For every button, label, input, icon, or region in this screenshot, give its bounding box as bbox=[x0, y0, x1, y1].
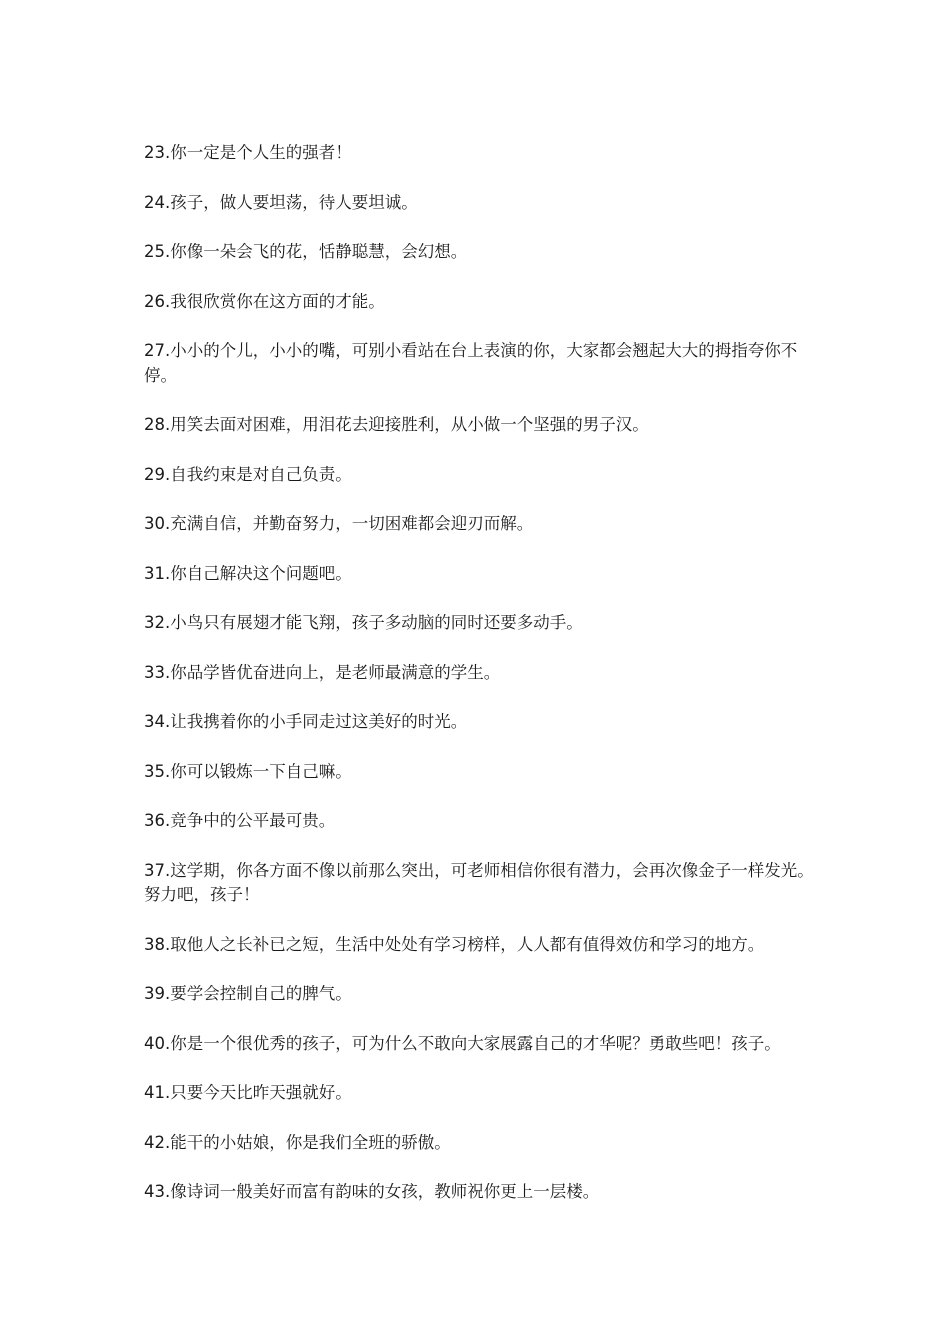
list-item: 39.要学会控制自己的脾气。 bbox=[144, 984, 352, 1003]
list-item: 41.只要今天比昨天强就好。 bbox=[144, 1083, 352, 1102]
list-item: 26.我很欣赏你在这方面的才能。 bbox=[144, 291, 385, 311]
list-item: 28.用笑去面对困难，用泪花去迎接胜利，从小做一个坚强的男子汉。 bbox=[144, 415, 649, 434]
list-item: 29.自我约束是对自己负责。 bbox=[144, 464, 352, 484]
list-item: 42.能干的小姑娘，你是我们全班的骄傲。 bbox=[144, 1132, 451, 1152]
list-item: 38.取他人之长补已之短，生活中处处有学习榜样，人人都有值得效仿和学习的地方。 bbox=[144, 934, 765, 954]
list-item: 23.你一定是个人生的强者！ bbox=[144, 143, 352, 162]
document-body bbox=[144, 141, 816, 1230]
list-item: 37.这学期，你各方面不像以前那么突出，可老师相信你很有潜力，会再次像金子一样发光。努力吧，孩子！ bbox=[144, 860, 814, 904]
list-item: 25.你像一朵会飞的花，恬静聪慧，会幻想。 bbox=[144, 242, 468, 261]
list-item: 27.小小的个儿，小小的嘴，可别小看站在台上表演的你，大家都会翘起大大的拇指夸你不停。 bbox=[144, 341, 798, 385]
list-item: 24.孩子，做人要坦荡，待人要坦诚。 bbox=[144, 192, 418, 212]
list-item: 43.像诗词一般美好而富有韵味的女孩，教师祝你更上一层楼。 bbox=[144, 1182, 600, 1201]
list-item: 30.充满自信，并勤奋努力，一切困难都会迎刃而解。 bbox=[144, 514, 534, 533]
list-item: 31.你自己解决这个问题吧。 bbox=[144, 563, 352, 583]
list-item: 33.你品学皆优奋进向上，是老师最满意的学生。 bbox=[144, 662, 501, 682]
list-item: 40.你是一个很优秀的孩子，可为什么不敢向大家展露自己的才华呢？勇敢些吧！孩子。 bbox=[144, 1033, 781, 1053]
list-item: 36.竞争中的公平最可贵。 bbox=[144, 811, 336, 830]
list-item: 34.让我携着你的小手同走过这美好的时光。 bbox=[144, 712, 468, 731]
list-item: 35.你可以锻炼一下自己嘛。 bbox=[144, 761, 352, 781]
list-item: 32.小鸟只有展翅才能飞翔，孩子多动脑的同时还要多动手。 bbox=[144, 613, 583, 632]
